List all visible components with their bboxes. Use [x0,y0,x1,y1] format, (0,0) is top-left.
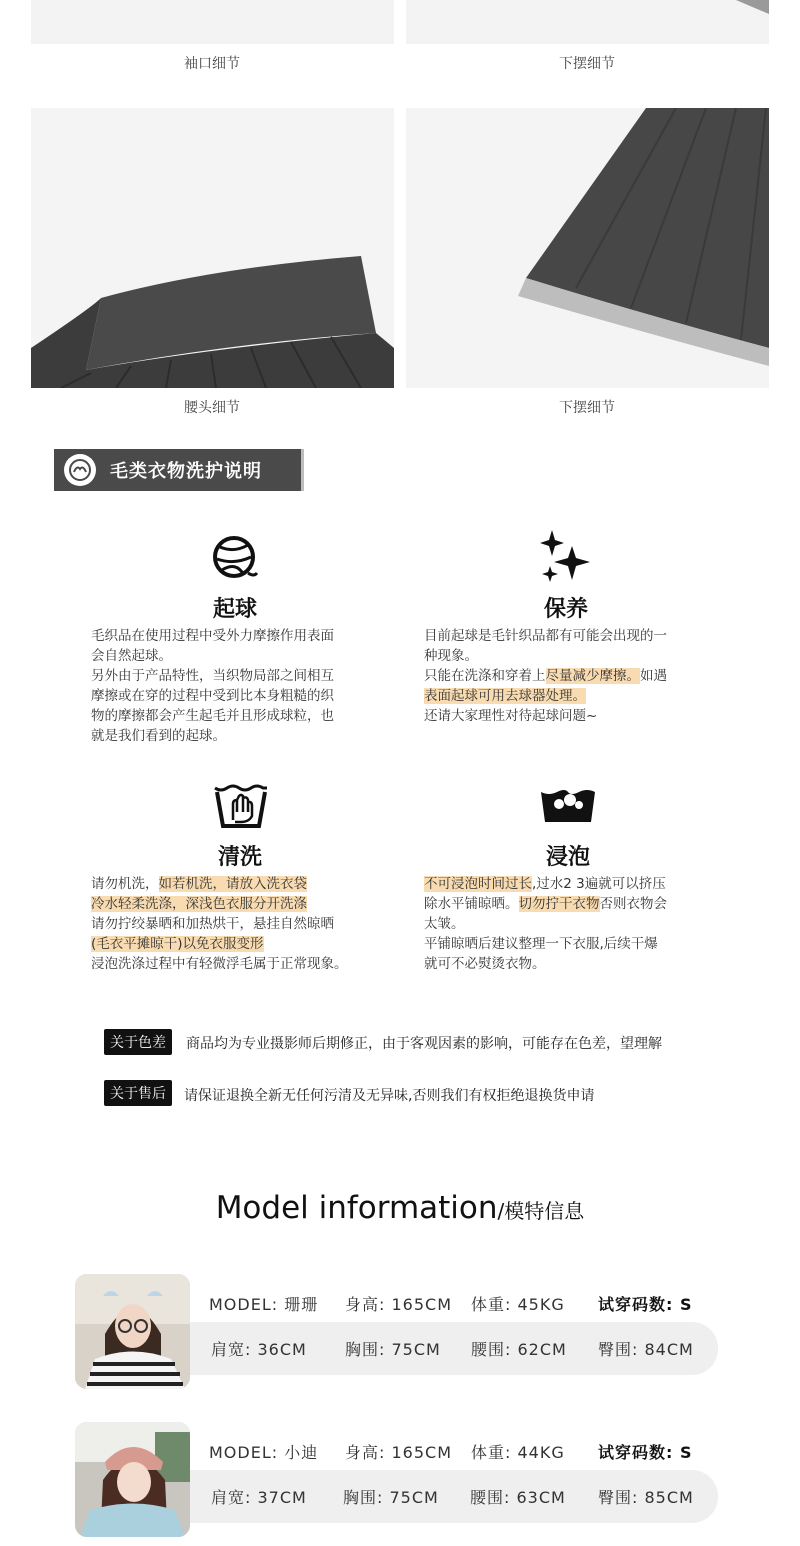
soaking-highlight: 切勿拧干衣物 [518,896,600,912]
soaking-line: 就可不必熨烫衣物。 [424,956,546,972]
soaking-text [424,874,724,974]
soaking-line [424,894,724,914]
soaking-text-part: 除水平铺晾晒。 [424,896,519,912]
pilling-title: 起球 [212,597,257,622]
washing-text-part: 请勿机洗， [91,876,159,892]
model-waist: 腰围: 63CM [470,1488,566,1507]
hem-detail-caption: 下摆细节 [559,400,615,416]
model-bust: 胸围: 75CM [345,1340,441,1359]
pilling-line: 毛织品在使用过程中受外力摩擦作用表面 [91,628,334,644]
washing-highlight: 冷水轻柔洗涤，深浅色衣服分开洗涤 [91,896,307,912]
model-info-heading-zh: /模特信息 [497,1199,585,1223]
maintenance-highlight: 尽量减少摩擦。 [545,668,640,684]
maintenance-text-part: 只能在洗涤和穿着上 [424,668,546,684]
care-section-title: 毛类衣物洗护说明 [110,461,262,482]
hem-detail-caption-top: 下摆细节 [559,56,615,72]
color-difference-note: 商品均为专业摄影师后期修正，由于客观因素的影响，可能存在色差，望理解 [186,1036,662,1052]
hem-detail-photo [406,108,769,388]
wool-care-icon [64,454,96,486]
cuff-detail-photo [31,0,394,44]
model-card [75,1422,720,1540]
model-waist: 腰围: 62CM [471,1340,567,1359]
sparkle-icon [538,530,594,586]
yarn-ball-icon [212,535,258,581]
washing-line [91,894,401,914]
model-shoulder: 肩宽: 37CM [211,1488,307,1507]
washing-highlight: (毛衣平摊晾干)以免衣服变形 [91,936,264,952]
after-sales-tag: 关于售后 [104,1080,172,1106]
soaking-line: 太皱。 [424,916,465,932]
cuff-detail-caption: 袖口细节 [184,56,240,72]
soaking-text-part: ,过水2 3遍就可以挤压 [532,876,666,892]
pilling-line: 会自然起球。 [91,648,172,664]
maintenance-text-part: 如遇 [640,668,667,684]
hand-wash-icon [213,782,269,830]
waistband-detail-caption: 腰头细节 [184,400,240,416]
washing-line [91,874,401,894]
soaking-text-part: 否则衣物会 [599,896,667,912]
pilling-text [91,626,391,746]
model-info-heading-en: Model information [215,1190,498,1226]
maintenance-title: 保养 [543,597,588,622]
model-weight: 体重: 45KG [471,1295,565,1314]
model-size: 试穿码数: S [598,1295,693,1314]
maintenance-line: 目前起球是毛针织品都有可能会出现的一 [424,628,667,644]
model-avatar [75,1274,190,1389]
soak-basin-icon [539,786,597,826]
care-section-header [54,449,304,491]
model-name: MODEL: 小迪 [209,1443,319,1462]
washing-line: 浸泡洗涤过程中有轻微浮毛属于正常现象。 [91,956,348,972]
washing-line: 请勿拧绞暴晒和加热烘干，悬挂自然晾晒 [91,916,334,932]
model-hip: 臀围: 85CM [598,1488,694,1507]
model-hip: 臀围: 84CM [598,1340,694,1359]
maintenance-highlight: 表面起球可用去球器处理。 [424,688,586,704]
model-shoulder: 肩宽: 36CM [211,1340,307,1359]
waistband-detail-photo [31,108,394,388]
soaking-line [424,874,724,894]
washing-line [91,934,401,954]
pilling-line: 就是我们看到的起球。 [91,728,226,744]
washing-title: 清洗 [217,845,262,870]
pilling-line: 物的摩擦都会产生起毛并且形成球粒，也 [91,708,334,724]
washing-highlight: 如若机洗，请放入洗衣袋 [158,876,307,892]
after-sales-note: 请保证退换全新无任何污清及无异味,否则我们有权拒绝退换货申请 [184,1088,595,1104]
soaking-highlight: 不可浸泡时间过长 [424,876,532,892]
soaking-line: 平铺晾晒后建议整理一下衣服,后续干爆 [424,936,658,952]
maintenance-line: 还请大家理性对待起球问题~ [424,708,598,724]
model-avatar [75,1422,190,1537]
model-height: 身高: 165CM [345,1295,452,1314]
maintenance-line [424,666,724,686]
model-weight: 体重: 44KG [471,1443,565,1462]
model-info-heading [0,1190,800,1226]
washing-text [91,874,401,974]
soaking-title: 浸泡 [545,845,590,870]
model-bust: 胸围: 75CM [343,1488,439,1507]
maintenance-text [424,626,724,726]
pilling-line: 另外由于产品特性，当织物局部之间相互 [91,668,334,684]
model-size: 试穿码数: S [598,1443,693,1462]
model-name: MODEL: 珊珊 [209,1295,319,1314]
model-height: 身高: 165CM [345,1443,452,1462]
color-difference-tag: 关于色差 [104,1029,172,1055]
model-card [75,1274,720,1392]
maintenance-line: 种现象。 [424,648,478,664]
maintenance-line [424,686,724,706]
pilling-line: 摩擦或在穿的过程中受到比本身粗糙的织 [91,688,334,704]
hem-detail-photo-top [406,0,769,44]
